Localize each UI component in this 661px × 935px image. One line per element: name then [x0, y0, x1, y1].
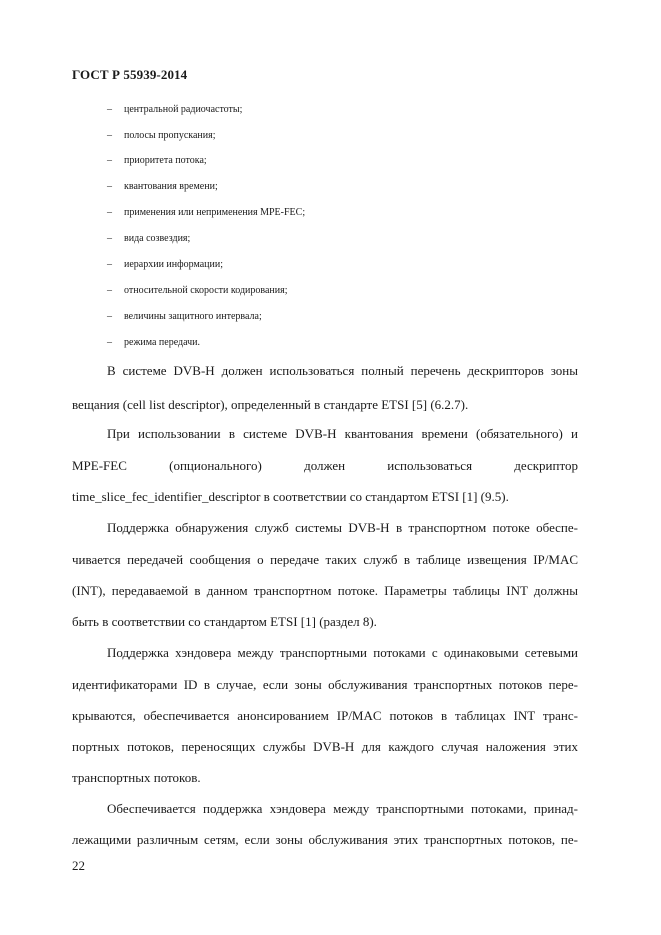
word: использоваться — [387, 458, 473, 473]
paragraph-line: time_slice_fec_identifier_descriptor в соответствии со стандартом ETSI [1] (9.5). — [72, 489, 509, 504]
paragraph-line: При использовании в системе DVB-H квантования времени (обязательного) и — [107, 426, 578, 441]
word: должен — [304, 458, 346, 473]
paragraph-line: В системе DVB-H должен использоваться полный перечень дескрипторов зоны — [107, 363, 578, 378]
list-dash: – — [107, 181, 112, 192]
document-header: ГОСТ Р 55939-2014 — [72, 67, 188, 82]
list-item — [107, 207, 305, 218]
list-dash: – — [107, 207, 112, 218]
list-item — [107, 259, 223, 270]
list-item-text: применения или неприменения MPE-FEC; — [124, 207, 306, 218]
word: (опционального) — [169, 458, 262, 473]
list-dash: – — [107, 285, 112, 296]
paragraph-line: транспортных потоков. — [72, 770, 201, 785]
list-item-text: центральной радиочастоты; — [124, 104, 243, 115]
paragraph-line: быть в соответствии со стандартом ETSI [1] (раздел 8). — [72, 614, 377, 629]
list-item-text: величины защитного интервала; — [124, 311, 262, 322]
list-item-text: приоритета потока; — [124, 155, 207, 166]
list-dash: – — [107, 311, 112, 322]
paragraph-line: Поддержка обнаружения служб системы DVB-H в транспортном потоке обеспе- — [107, 520, 578, 535]
list-item — [107, 233, 190, 244]
list-item — [107, 311, 262, 322]
list-dash: – — [107, 104, 112, 115]
list-item-text: квантования времени; — [124, 181, 218, 192]
list-item — [107, 130, 215, 141]
paragraph-line: крываются, обеспечивается анонсированием IP/MAC потоков в таблицах INT транс- — [72, 708, 578, 723]
paragraph-line: Поддержка хэндовера между транспортными потоками с одинаковыми сетевыми — [107, 645, 578, 660]
paragraph-line: вещания (cell list descriptor), определенный в стандарте ETSI [5] (6.2.7). — [72, 397, 469, 412]
paragraph-line-spread — [72, 458, 578, 474]
list-dash: – — [107, 233, 112, 244]
list-item-text: иерархии информации; — [124, 259, 223, 270]
list-item-text: полосы пропускания; — [124, 130, 216, 141]
list-dash: – — [107, 259, 112, 270]
list-item-text: режима передачи. — [124, 337, 201, 348]
list-dash: – — [107, 337, 112, 348]
page-number: 22 — [72, 858, 85, 873]
list-item — [107, 337, 200, 348]
list-item-text: относительной скорости кодирования; — [124, 285, 288, 296]
paragraph-line: чивается передачей сообщения о передаче таких служб в таблице извещения IP/MAC — [72, 552, 578, 567]
paragraph-line: (INT), передаваемой в данном транспортном потоке. Параметры таблицы INT должны — [72, 583, 578, 598]
list-item — [107, 104, 242, 115]
list-item-text: вида созвездия; — [124, 233, 191, 244]
paragraph-line: идентификаторами ID в случае, если зоны обслуживания транспортных потоков пере- — [72, 677, 578, 692]
word: дескриптор — [514, 458, 578, 473]
list-dash: – — [107, 130, 112, 141]
list-item — [107, 285, 288, 296]
word: MPE-FEC — [72, 458, 127, 473]
paragraph-line: Обеспечивается поддержка хэндовера между транспортными потоками, принад- — [107, 801, 578, 816]
list-dash: – — [107, 155, 112, 166]
list-item — [107, 155, 207, 166]
paragraph-line: портных потоков, переносящих службы DVB-H для каждого случая наложения этих — [72, 739, 578, 754]
paragraph-line: лежащими различным сетям, если зоны обслуживания этих транспортных потоков, пе- — [72, 832, 578, 847]
list-item — [107, 181, 218, 192]
